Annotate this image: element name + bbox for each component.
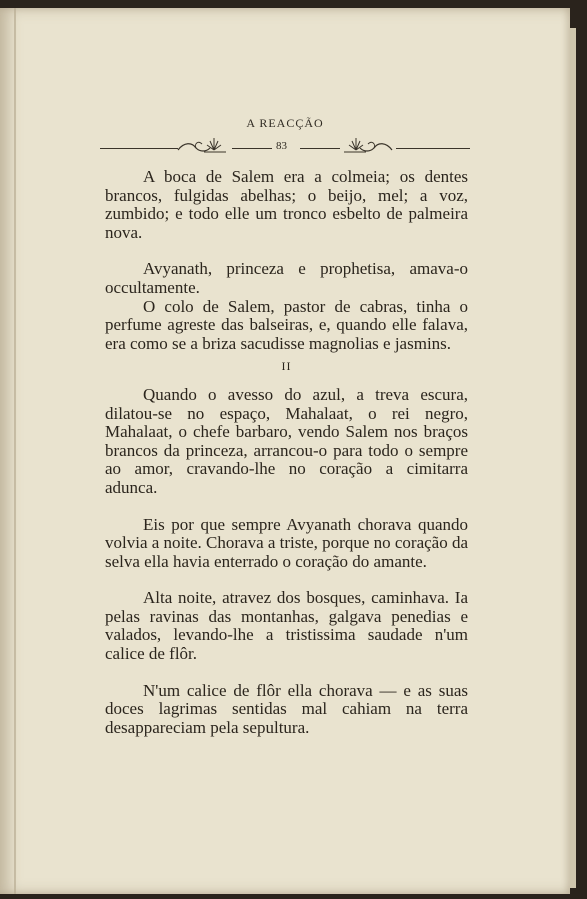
rule-mid-left	[232, 148, 272, 149]
running-title: A REACÇÃO	[246, 116, 324, 130]
rule-left	[100, 148, 178, 149]
body-text	[105, 168, 468, 737]
paragraph-4: Quando o avesso do azul, a treva escura, dilatou-se no espaço, Mahalaat, o rei negro, Mahalaat, o chefe barbaro, vendo Salem nos braços brancos da princeza, arrancou-o para todo o sempre ao amor, cravando-lhe no coração a cimitarra adunca.	[105, 384, 468, 497]
page-number: 83	[276, 140, 287, 152]
rule-right	[396, 148, 470, 149]
paragraph-6: Alta noite, atravez dos bosques, caminhava. Ia pelas ravinas das montanhas, galgava penedias e valados, levando-lhe a tristissima saudade n'um calice de flôr.	[105, 588, 468, 664]
rule-mid-right	[300, 148, 340, 149]
section-number: II	[281, 359, 292, 374]
page-header	[100, 116, 470, 156]
page-edge	[570, 28, 576, 888]
fleuron-right-icon	[338, 136, 396, 156]
paragraph-2: Avyanath, princeza e prophetisa, amava-o occultamente.	[105, 259, 468, 297]
paragraph-3: O colo de Salem, pastor de cabras, tinha o perfume agreste das balseiras, e, quando elle falava, era como se a briza sacudisse magnolias e jasmins.	[105, 296, 468, 353]
paragraph-7: N'um calice de flôr ella chorava — e as suas doces lagrimas sentidas mal cahiam na terra desappareciam pela sepultura.	[105, 680, 468, 737]
book-page	[0, 8, 570, 894]
fleuron-left-icon	[174, 136, 232, 156]
header-rule	[100, 136, 470, 156]
paragraph-1: A boca de Salem era a colmeia; os dentes brancos, fulgidas abelhas; o beijo, mel; a voz, zumbido; e todo elle um tronco esbelto de palmeira nova.	[105, 167, 468, 242]
paragraph-5: Eis por que sempre Avyanath chorava quando volvia a noite. Chorava a triste, porque no coração da selva ella havia enterrado o coração do amante.	[105, 514, 469, 571]
page-gutter	[14, 8, 16, 894]
